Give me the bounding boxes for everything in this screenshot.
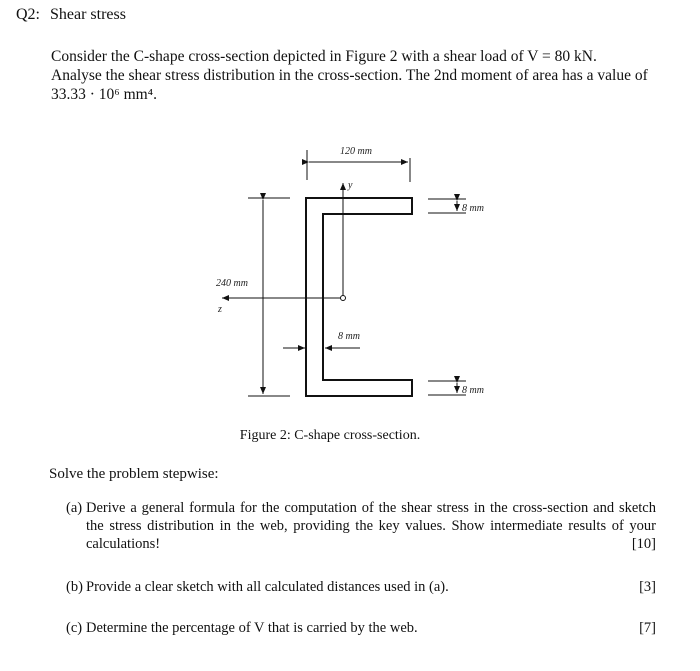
- part-b: [66, 578, 656, 596]
- height-label: 240 mm: [216, 278, 248, 289]
- intro-line-1: Consider the C-shape cross-section depicted in Figure 2 with a shear load of V = 80 kN.: [51, 48, 597, 65]
- part-c-text: Determine the percentage of V that is carried by the web.: [86, 620, 418, 636]
- y-axis-label: y: [348, 180, 353, 191]
- centroid-marker: [341, 296, 346, 301]
- question-title: Shear stress: [50, 6, 126, 23]
- figure-caption-text: Figure 2: C-shape cross-section.: [239, 428, 421, 443]
- z-axis-label: z: [218, 304, 222, 315]
- part-b-text: Provide a clear sketch with all calculated distances used in (a).: [86, 579, 449, 595]
- solve-prompt: Solve the problem stepwise:: [49, 466, 219, 482]
- part-b-marks: [3]: [639, 579, 656, 595]
- figure-caption: [0, 428, 700, 444]
- part-a: [66, 499, 656, 553]
- question-number: Q2:: [16, 6, 40, 23]
- part-a-marks: [10]: [631, 536, 656, 552]
- width-label: 120 mm: [340, 146, 372, 157]
- intro-line-3: 33.33 · 10⁶ mm⁴.: [51, 86, 157, 103]
- top-flange-label: 8 mm: [462, 203, 484, 214]
- part-c: [66, 619, 656, 637]
- part-b-label: (b): [66, 579, 83, 595]
- part-a-label: (a): [66, 500, 83, 516]
- part-c-marks: [7]: [639, 620, 656, 636]
- web-thickness-label: 8 mm: [338, 331, 360, 342]
- c-shape-outline: [306, 198, 412, 396]
- intro-line-2: Analyse the shear stress distribution in the cross-section. The 2nd moment of area has a value of: [51, 67, 648, 84]
- part-a-text: Derive a general formula for the computation of the shear stress in the cross-section and sketch the stress distribution in the web, providing the key values. Show intermediate results of your calculations!: [86, 500, 656, 552]
- bottom-flange-label: 8 mm: [462, 385, 484, 396]
- part-c-label: (c): [66, 620, 83, 636]
